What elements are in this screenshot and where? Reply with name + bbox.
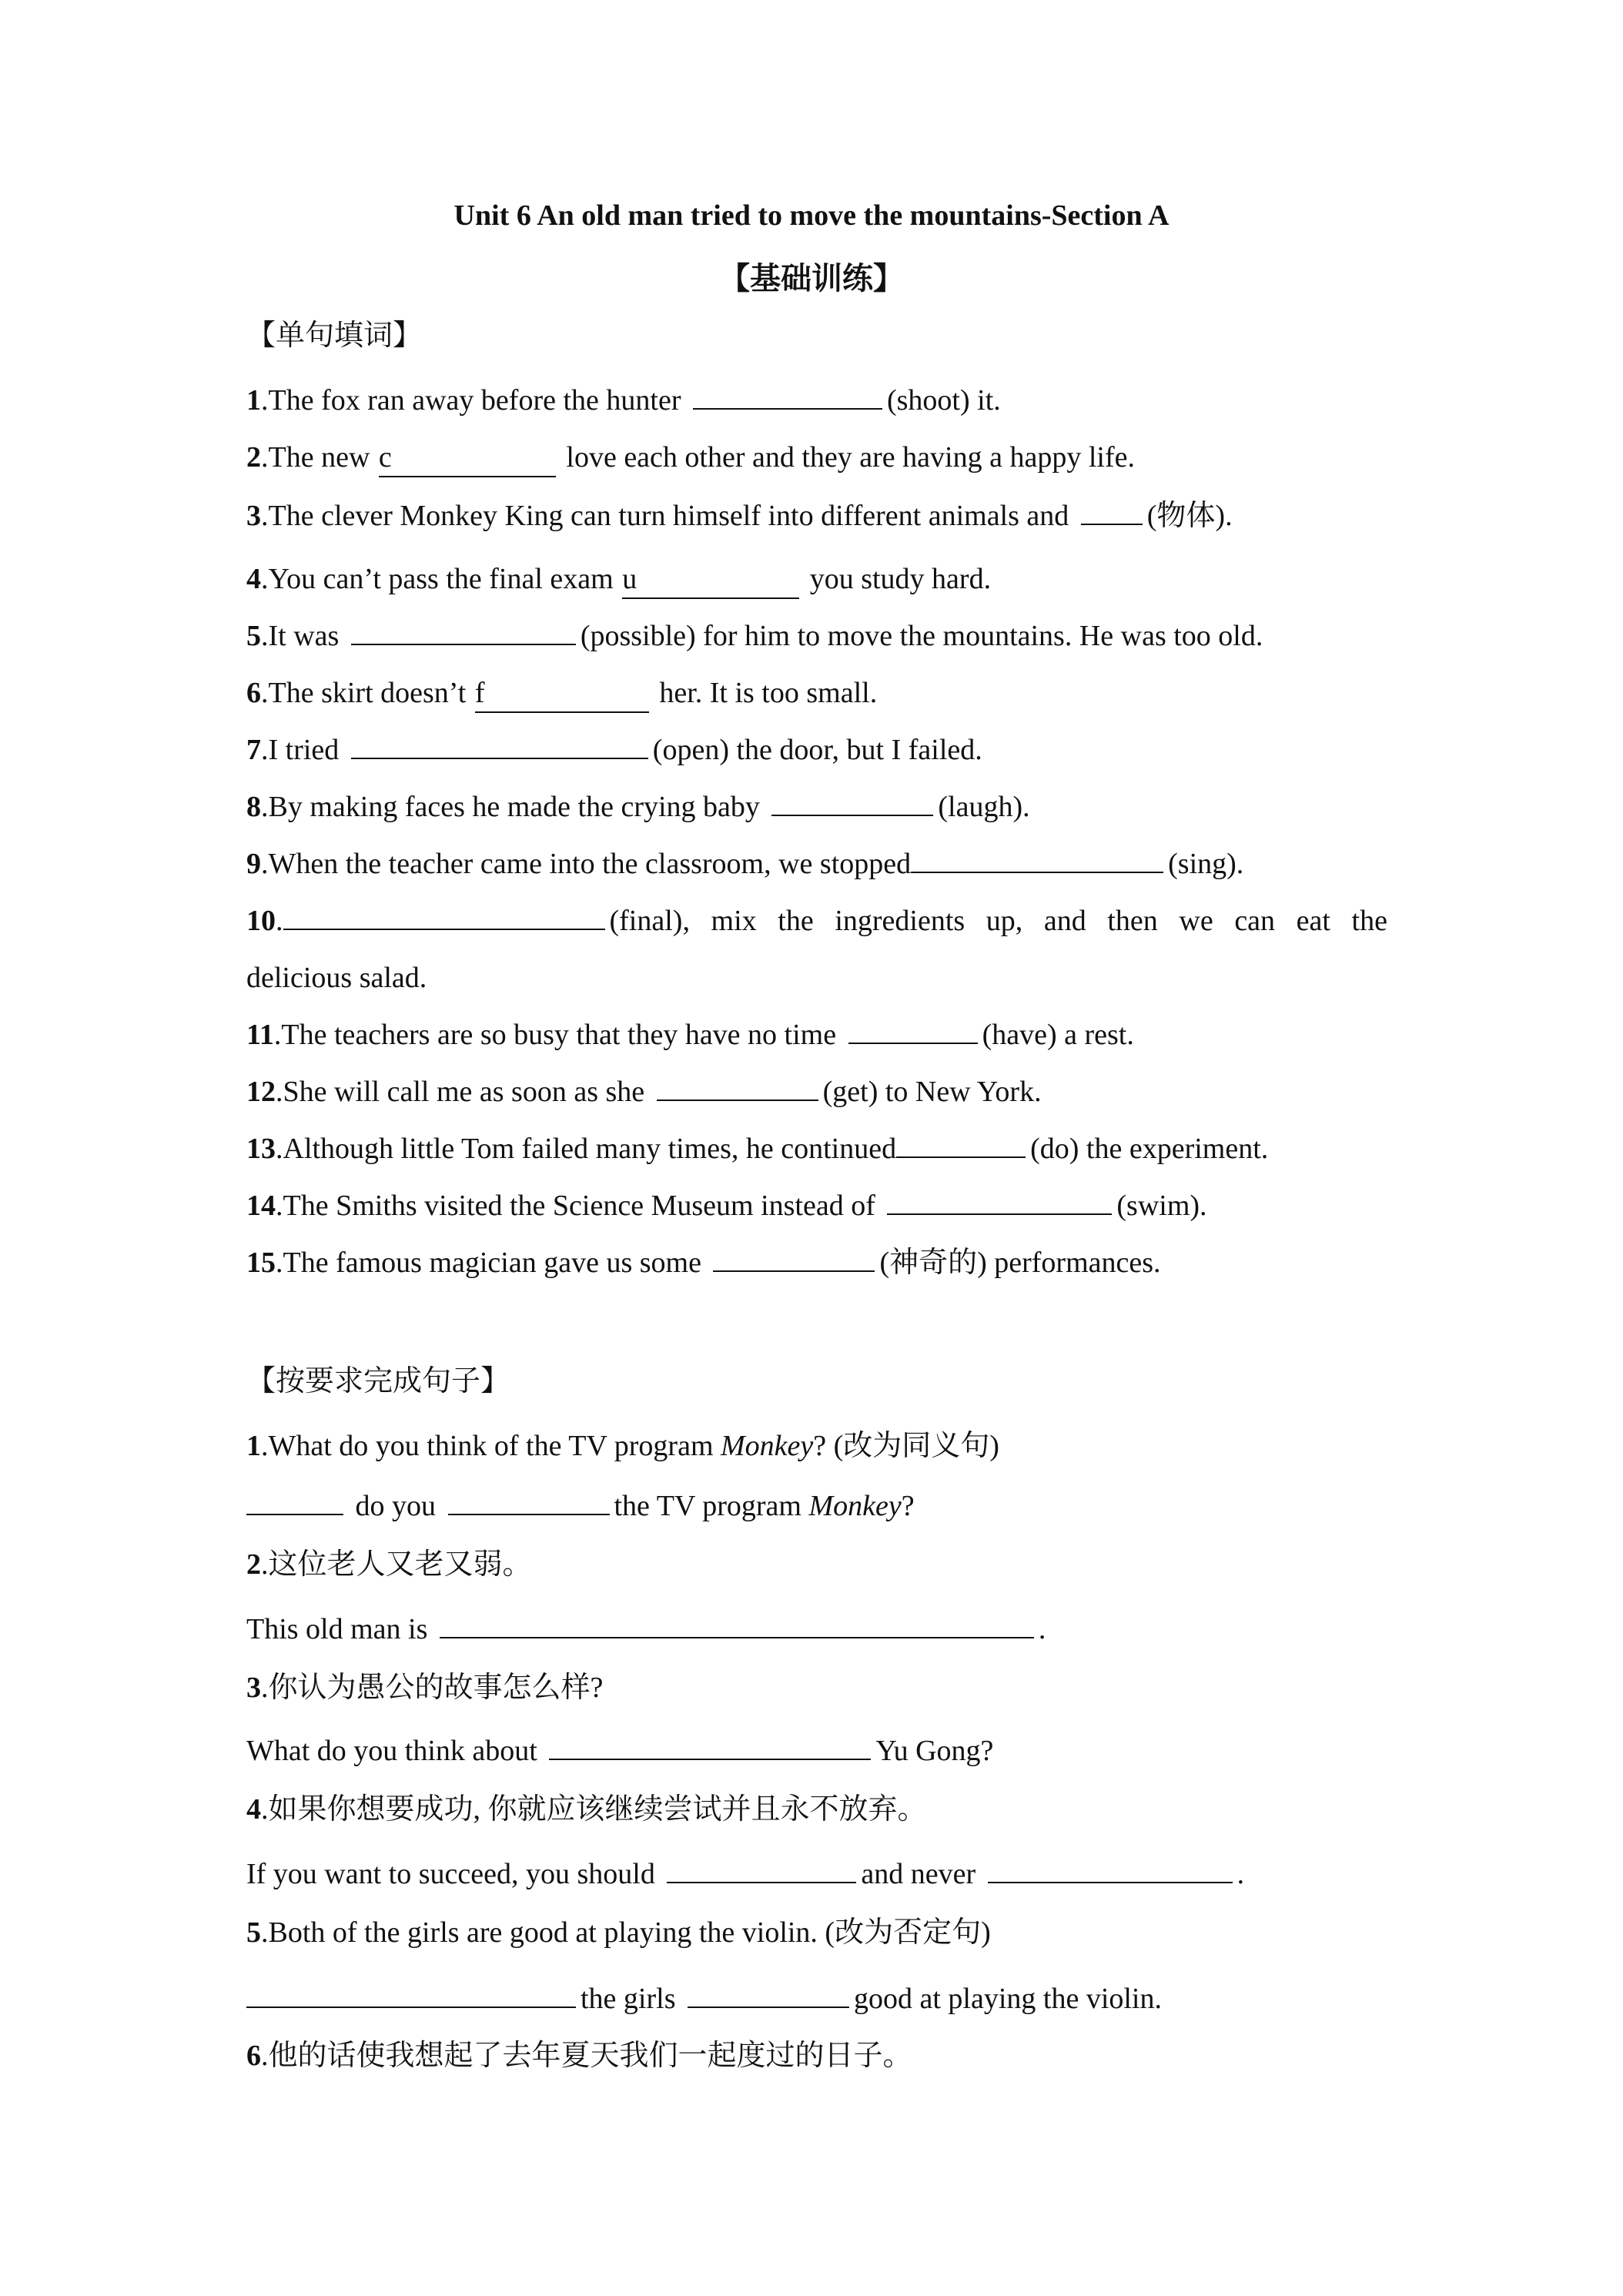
sentence-5-answer: the girls good at playing the violin. (246, 1980, 1162, 2017)
answer-blank[interactable] (448, 1488, 610, 1515)
question-11: 11.The teachers are so busy that they have no time (have) a rest. (246, 1016, 1134, 1053)
answer-blank[interactable] (896, 1130, 1026, 1158)
answer-blank[interactable] (246, 1980, 576, 2008)
answer-blank[interactable] (667, 1856, 856, 1883)
section-heading-complete-sentences: 【按要求完成句子】 (246, 1365, 510, 1397)
question-8: 8.By making faces he made the crying baby (laugh). (246, 788, 1030, 825)
question-14: 14.The Smiths visited the Science Museum instead of (swim). (246, 1187, 1207, 1224)
answer-blank[interactable] (351, 618, 576, 645)
answer-blank[interactable] (1081, 497, 1143, 525)
question-2: 2.The new c love each other and they are having a happy life. (246, 439, 1135, 477)
question-3: 3.The clever Monkey King can turn himself into different animals and (物体). (246, 497, 1233, 534)
answer-blank[interactable] (848, 1016, 978, 1044)
question-13: 13.Although little Tom failed many times, he continued (do) the experiment. (246, 1130, 1268, 1167)
sentence-4-answer: If you want to succeed, you should and never . (246, 1856, 1244, 1893)
answer-blank[interactable] (549, 1732, 871, 1760)
sentence-5-prompt: 5.Both of the girls are good at playing the violin. (改为否定句) (246, 1916, 991, 1949)
section-heading-fill-words: 【单句填词】 (246, 320, 423, 352)
answer-blank[interactable]: f (475, 674, 649, 713)
sentence-3-answer: What do you think about Yu Gong? (246, 1732, 993, 1769)
question-4: 4.You can’t pass the final exam u you study hard. (246, 561, 991, 599)
answer-blank[interactable] (771, 788, 933, 816)
answer-blank[interactable] (351, 731, 648, 759)
question-9: 9.When the teacher came into the classroom, we stopped (sing). (246, 845, 1243, 882)
sentence-2-answer: This old man is . (246, 1611, 1046, 1648)
sentence-6-prompt: 6.他的话使我想起了去年夏天我们一起度过的日子。 (246, 2040, 912, 2072)
question-5: 5.It was (possible) for him to move the mountains. He was too old. (246, 618, 1263, 654)
sentence-1-answer: do you the TV program Monkey? (246, 1488, 915, 1525)
page-subtitle: 【基础训练】 (719, 261, 904, 296)
question-7: 7.I tried (open) the door, but I failed. (246, 731, 982, 768)
sentence-2-prompt: 2.这位老人又老又弱。 (246, 1548, 532, 1581)
question-1: 1.The fox ran away before the hunter (shoot) it. (246, 382, 1001, 419)
question-12: 12.She will call me as soon as she (get) to New York. (246, 1073, 1042, 1110)
answer-blank[interactable]: u (622, 561, 799, 599)
answer-blank[interactable] (283, 902, 605, 930)
answer-blank[interactable] (657, 1073, 818, 1101)
sentence-1-prompt: 1.What do you think of the TV program Monkey? (改为同义句) (246, 1430, 999, 1462)
answer-blank[interactable] (887, 1187, 1112, 1215)
answer-blank[interactable] (713, 1244, 875, 1272)
answer-blank[interactable] (688, 1980, 849, 2008)
question-10: 10. (final), mix the ingredients up, and then we can eat the (246, 902, 1387, 939)
answer-blank[interactable] (246, 1488, 343, 1515)
answer-blank[interactable] (693, 382, 882, 410)
answer-blank[interactable] (911, 845, 1163, 873)
sentence-4-prompt: 4.如果你想要成功, 你就应该继续尝试并且永不放弃。 (246, 1793, 927, 1826)
answer-blank[interactable]: c (379, 439, 556, 477)
question-15: 15.The famous magician gave us some (神奇的) performances. (246, 1244, 1161, 1281)
page-title: Unit 6 An old man tried to move the mountains-Section A (453, 199, 1170, 232)
answer-blank[interactable] (440, 1611, 1034, 1638)
question-6: 6.The skirt doesn’t f her. It is too small. (246, 674, 877, 713)
sentence-3-prompt: 3.你认为愚公的故事怎么样? (246, 1672, 604, 1704)
answer-blank[interactable] (988, 1856, 1233, 1883)
question-10-continued: delicious salad. (246, 962, 427, 994)
